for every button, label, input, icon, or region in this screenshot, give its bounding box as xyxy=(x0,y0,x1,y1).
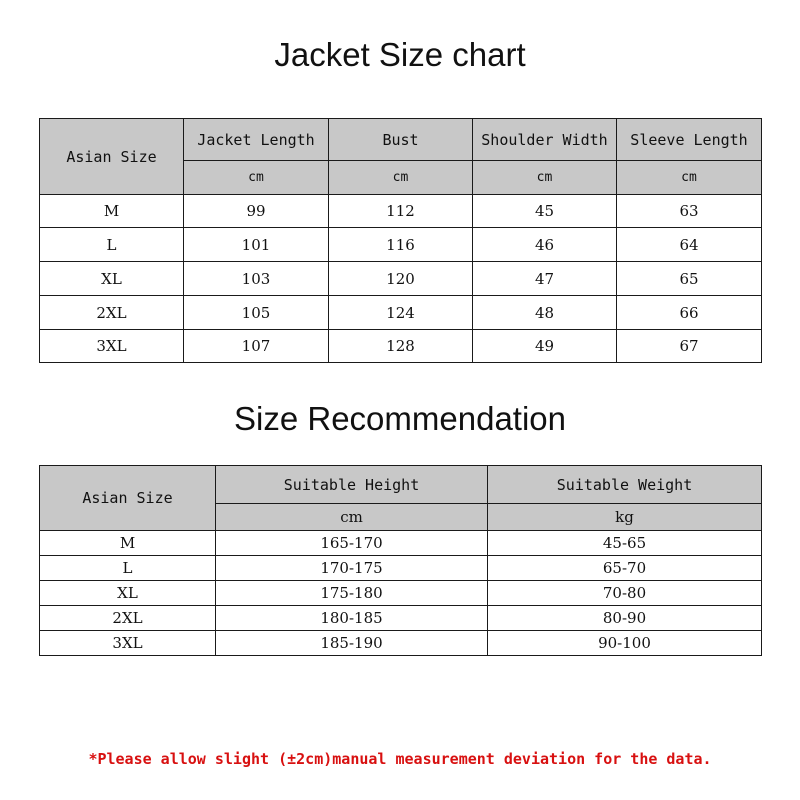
table-row xyxy=(40,195,762,228)
value-cell: 99 xyxy=(184,195,329,228)
column-header-suitable-height: Suitable Height xyxy=(216,466,488,504)
size-chart-title: Jacket Size chart xyxy=(274,36,526,73)
size-cell: L xyxy=(40,556,216,581)
table-row xyxy=(40,262,762,296)
value-cell: 64 xyxy=(617,228,762,262)
recommendation-table xyxy=(39,465,762,656)
value-cell: 80-90 xyxy=(488,606,762,631)
size-cell: 2XL xyxy=(40,296,184,330)
table-row xyxy=(40,606,762,631)
value-cell: 124 xyxy=(329,296,473,330)
value-cell: 112 xyxy=(329,195,473,228)
value-cell: 48 xyxy=(473,296,617,330)
unit-cell: cm xyxy=(216,504,488,531)
size-cell: 3XL xyxy=(40,330,184,363)
column-header-suitable-weight: Suitable Weight xyxy=(488,466,762,504)
table-row xyxy=(40,556,762,581)
unit-cell: cm xyxy=(617,161,762,195)
size-cell: M xyxy=(40,531,216,556)
value-cell: 65-70 xyxy=(488,556,762,581)
column-header-shoulder-width: Shoulder Width xyxy=(473,119,617,161)
size-cell: XL xyxy=(40,581,216,606)
value-cell: 46 xyxy=(473,228,617,262)
value-cell: 101 xyxy=(184,228,329,262)
size-header-cell: Asian Size xyxy=(40,119,184,195)
value-cell: 128 xyxy=(329,330,473,363)
value-cell: 185-190 xyxy=(216,631,488,656)
size-cell: 2XL xyxy=(40,606,216,631)
value-cell: 63 xyxy=(617,195,762,228)
unit-cell: cm xyxy=(184,161,329,195)
size-cell: L xyxy=(40,228,184,262)
unit-cell: cm xyxy=(473,161,617,195)
column-header-sleeve-length: Sleeve Length xyxy=(617,119,762,161)
value-cell: 170-175 xyxy=(216,556,488,581)
unit-cell: cm xyxy=(329,161,473,195)
value-cell: 120 xyxy=(329,262,473,296)
unit-cell: kg xyxy=(488,504,762,531)
size-header-cell: Asian Size xyxy=(40,466,216,531)
value-cell: 47 xyxy=(473,262,617,296)
table-row xyxy=(40,581,762,606)
value-cell: 66 xyxy=(617,296,762,330)
recommendation-title: Size Recommendation xyxy=(234,400,566,437)
value-cell: 67 xyxy=(617,330,762,363)
value-cell: 65 xyxy=(617,262,762,296)
value-cell: 116 xyxy=(329,228,473,262)
size-cell: XL xyxy=(40,262,184,296)
table-row xyxy=(40,531,762,556)
measurement-note: *Please allow slight (±2cm)manual measurement deviation for the data. xyxy=(88,750,712,768)
column-header-jacket-length: Jacket Length xyxy=(184,119,329,161)
value-cell: 103 xyxy=(184,262,329,296)
value-cell: 105 xyxy=(184,296,329,330)
value-cell: 107 xyxy=(184,330,329,363)
value-cell: 180-185 xyxy=(216,606,488,631)
table-row xyxy=(40,228,762,262)
column-header-bust: Bust xyxy=(329,119,473,161)
value-cell: 165-170 xyxy=(216,531,488,556)
value-cell: 90-100 xyxy=(488,631,762,656)
value-cell: 45-65 xyxy=(488,531,762,556)
table-row xyxy=(40,330,762,363)
value-cell: 45 xyxy=(473,195,617,228)
value-cell: 49 xyxy=(473,330,617,363)
value-cell: 175-180 xyxy=(216,581,488,606)
size-chart-table xyxy=(39,118,762,363)
size-cell: 3XL xyxy=(40,631,216,656)
value-cell: 70-80 xyxy=(488,581,762,606)
table-row xyxy=(40,296,762,330)
size-cell: M xyxy=(40,195,184,228)
table-row xyxy=(40,631,762,656)
